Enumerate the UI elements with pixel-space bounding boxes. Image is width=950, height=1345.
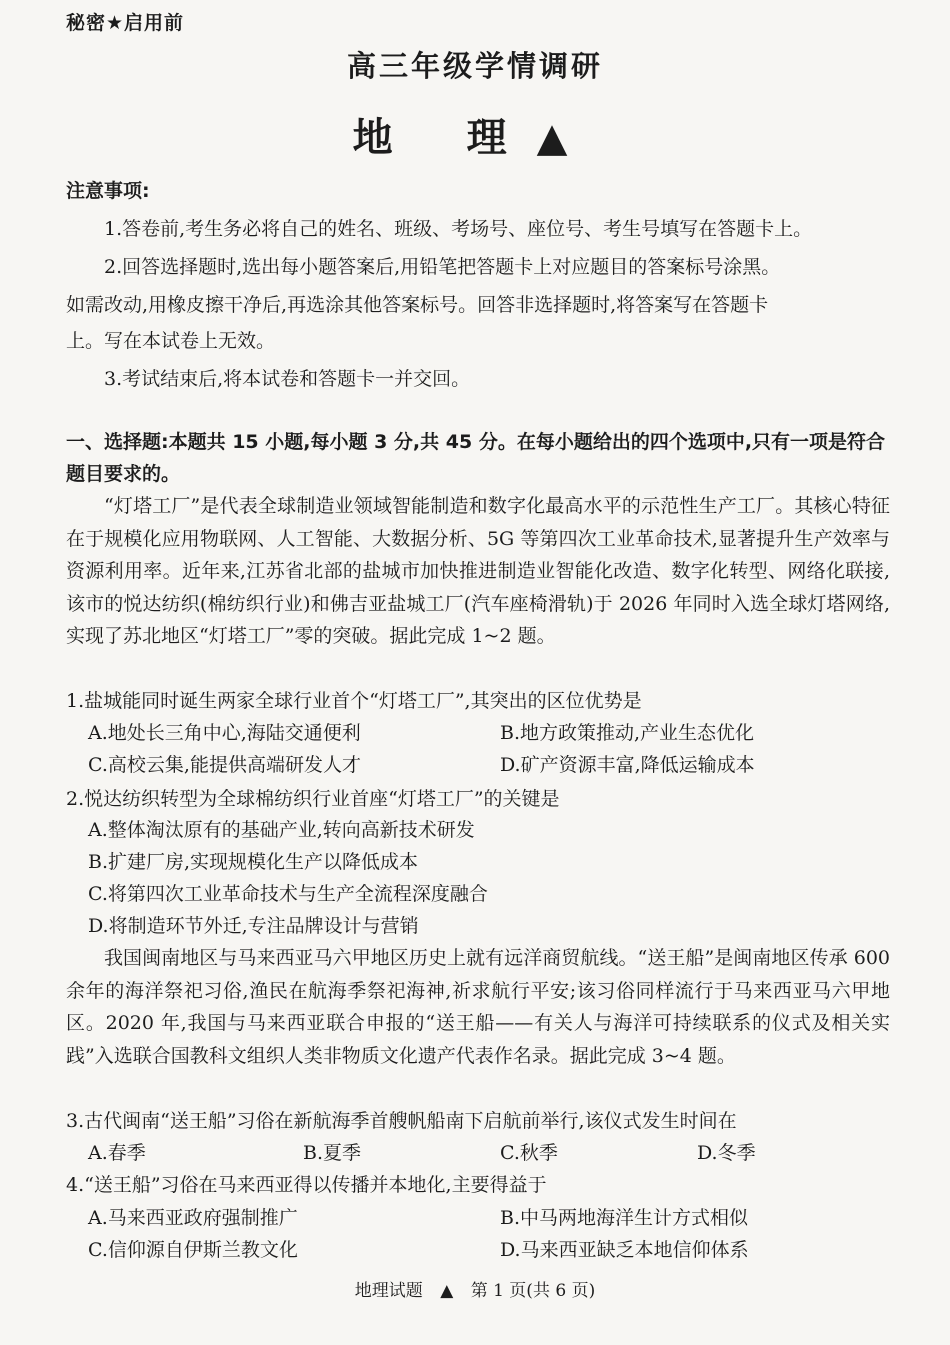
question-2-option-a: A.整体淘汰原有的基础产业,转向高新技术研发 (88, 819, 475, 841)
question-1-stem: 1.盐城能同时诞生两家全球行业首个“灯塔工厂”,其突出的区位优势是 (66, 690, 642, 712)
question-3-option-a: A.春季 (88, 1142, 146, 1164)
notice-heading: 注意事项: (66, 180, 150, 202)
question-1-option-c: C.高校云集,能提供高端研发人才 (88, 754, 361, 776)
question-1-option-d: D.矿产资源丰富,降低运输成本 (500, 754, 755, 776)
footer-page-number: 第 1 页(共 6 页) (470, 1281, 596, 1301)
page-footer (0, 1276, 950, 1301)
material-paragraph-2: 我国闽南地区与马来西亚马六甲地区历史上就有远洋商贸航线。“送王船”是闽南地区传承 600 余年的海洋祭祀习俗,渔民在航海季祭祀海神,祈求航行平安;该习俗同样流行于马来西亚马六甲地区。2020 年,我国与马来西亚联合申报的“送王船——有关人与海洋可持续联系的仪式及相关实践”入选联合国教科文组织人类非物质文化遗产代表作名录。据此完成 3~4 题。 (66, 947, 890, 1067)
question-2-stem: 2.悦达纺织转型为全球棉纺织行业首座“灯塔工厂”的关键是 (66, 788, 560, 810)
question-2-option-b: B.扩建厂房,实现规模化生产以降低成本 (88, 851, 419, 873)
question-1-option-b: B.地方政策推动,产业生态优化 (500, 722, 755, 744)
notice-item-2: 2.回答选择题时,选出每小题答案后,用铅笔把答题卡上对应题目的答案标号涂黑。 (104, 256, 781, 278)
footer-subject: 地理试题 (354, 1281, 423, 1301)
question-2-option-c: C.将第四次工业革命技术与生产全流程深度融合 (88, 883, 488, 905)
question-4-option-c: C.信仰源自伊斯兰教文化 (88, 1239, 298, 1261)
question-3-option-d: D.冬季 (697, 1142, 756, 1164)
question-4-option-a: A.马来西亚政府强制推广 (88, 1207, 298, 1229)
confidential-label: 秘密★启用前 (66, 12, 185, 34)
notice-item-2-cont: 如需改动,用橡皮擦干净后,再选涂其他答案标号。回答非选择题时,将答案写在答题卡 (66, 294, 769, 316)
question-1-option-a: A.地处长三角中心,海陆交通便利 (88, 722, 361, 744)
material-paragraph-1: “灯塔工厂”是代表全球制造业领域智能制造和数字化最高水平的示范性生产工厂。其核心特征在于规模化应用物联网、人工智能、大数据分析、5G 等第四次工业革命技术,显著提升生产效率与资源利用率。近年来,江苏省北部的盐城市加快推进制造业智能化改造、数字化转型、网络化联接,该市的悦达纺织(棉纺织行业)和佛吉亚盐城工厂(汽车座椅滑轨)于 2026 年同时入选全球灯塔网络,实现了苏北地区“灯塔工厂”零的突破。据此完成 1~2 题。 (66, 495, 890, 647)
question-4-option-b: B.中马两地海洋生计方式相似 (500, 1207, 749, 1229)
section-heading: 一、选择题:本题共 15 小题,每小题 3 分,共 45 分。在每小题给出的四个选项中,只有一项是符合题目要求的。 (66, 431, 886, 485)
notice-item-2-end: 上。写在本试卷上无效。 (66, 330, 276, 352)
question-4-option-d: D.马来西亚缺乏本地信仰体系 (500, 1239, 749, 1261)
notice-item-3: 3.考试结束后,将本试卷和答题卡一并交回。 (104, 368, 471, 390)
subject-title: 地 理▲ (352, 114, 598, 161)
question-3-option-c: C.秋季 (500, 1142, 558, 1164)
exam-title: 高三年级学情调研 (346, 49, 603, 83)
footer-triangle-mark: ▲ (440, 1281, 454, 1301)
question-2-option-d: D.将制造环节外迁,专注品牌设计与营销 (88, 915, 419, 937)
question-3-option-b: B.夏季 (303, 1142, 362, 1164)
notice-item-1: 1.答卷前,考生务必将自己的姓名、班级、考场号、座位号、考生号填写在答题卡上。 (104, 218, 813, 240)
question-4-stem: 4.“送王船”习俗在马来西亚得以传播并本地化,主要得益于 (66, 1174, 547, 1196)
question-3-stem: 3.古代闽南“送王船”习俗在新航海季首艘帆船南下启航前举行,该仪式发生时间在 (66, 1110, 737, 1132)
